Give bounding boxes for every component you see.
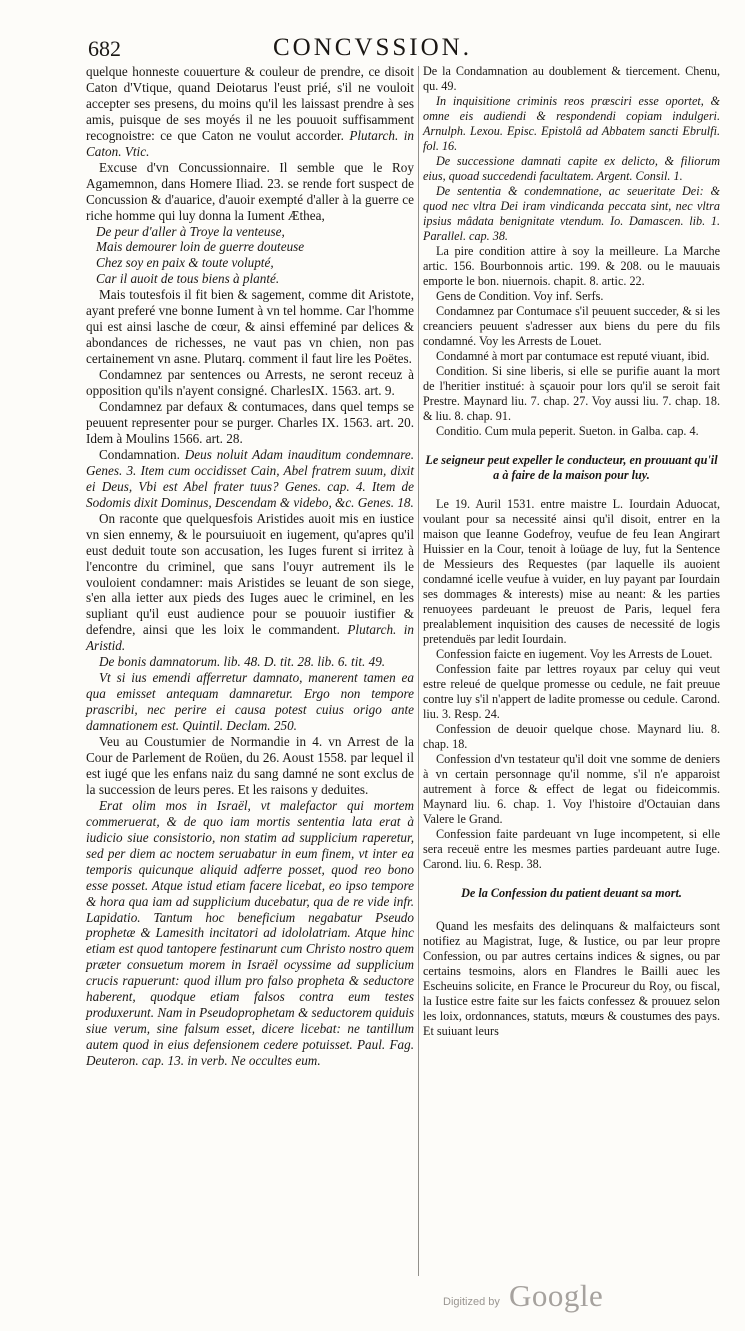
entry-term: Condamnation. — [99, 446, 185, 462]
paragraph-text: quelque honneste couuerture & couleur de prendre, ce disoit Caton d'Vtique, quand Deiotarus l'eust prié, s'il ne vouloit accepter ses presens, du moins qu'il les laissast prendre à ses amis, puisque de ses moyés il ne les pouuoit suffisamment recognoistre: ce que Caton ne voulut accorder. — [86, 64, 414, 143]
section-heading: Le seigneur peut expeller le conducteur, en prouuant qu'il a à faire de la maison pour luy. — [425, 453, 718, 482]
verse-line: Mais demourer loin de guerre douteuse — [96, 239, 305, 255]
paragraph — [86, 64, 414, 160]
paragraph: In inquisitione criminis reos præsciri esse oportet, & omne eis audiendi & respondendi copiam indulgeri. Arnulph. Lexou. Episc. Epistolâ ad Abbatem sancti Ebrulfi. fol. 16. — [423, 94, 720, 153]
section-heading: De la Confession du patient deuant sa mort. — [461, 886, 682, 900]
page-number: 682 — [88, 36, 121, 61]
paragraph: De bonis damnatorum. lib. 48. D. tit. 28. lib. 6. tit. 49. — [99, 654, 386, 670]
running-head: CONCVSSION. — [272, 34, 472, 61]
paragraph — [86, 511, 414, 655]
paragraph — [86, 447, 414, 511]
paragraph: Condition. Si sine liberis, si elle se purifie auant la mort de l'heritier institué: à sçauoir pour lors qu'il se seroit fait Prestre. Maynard liu. 7. chap. 27. Voy aussi liu. 7. chap. 18. & liu. 8. chap. 91. — [423, 364, 720, 423]
digitized-by-google-watermark — [443, 1277, 603, 1317]
paragraph: Vt si ius emendi afferretur damnato, manerent tamen ea qua emisset antequam damnaretur. Ergo non tempore prascribi, nec perire ei causa potest cuius origo ante damnationem est. Quintil. Declam. 250. — [86, 670, 414, 734]
paragraph: Erat olim mos in Israël, vt malefactor qui mortem commeruerat, & de quo iam mortis sententia lata erat à iudicio siue consistorio, non statim ad supplicium raperetur, sed per diem ac noctem seruabatur in eum finem, vt inter ea temporis quicunque aliquid adferre posset, quod reo bono esse posset. Atque istud etiam facere licebat, eo ipso tempore & hora qua iam ad supplicium ducebatur, qua de re vide infr. Lapidatio. Tantum hoc beneficium negabatur Pseudo prophetæ & Lamesith incitatori ad idololatriam. Atque hinc etiam est quod tantopere festinarunt cum Christo nostro quem præter consuetum morem in Israël ocyssime ad supplicium crucis rapuerunt: quod illum pro falso propheta & seductore haberent, quodque etiam falsos contra eum testes produxerunt. Nam in Pseudoprophetam & seductorem quiduis siue verum, sine falsum esset, dicere licebat: ne tantillum autem quod in eius defensionem cedere potuisset. Paul. Fag. Deuteron. cap. 13. in verb. Ne occultes eum. — [86, 797, 414, 1069]
watermark-prefix: Digitized by — [443, 1296, 500, 1308]
verse-line: De peur d'aller à Troye la venteuse, — [96, 223, 285, 239]
paragraph: Confession d'vn testateur qu'il doit vne somme de deniers à vn certain personnage qu'il nomme, s'il n'e apparoist autrement à force & effect de legat ou fideicommis. Maynard liu. 6. chap. 1. Voy l'histoire d'Octauian dans Valere le Grand. — [423, 752, 720, 826]
paragraph-text: On raconte que quelquesfois Aristides auoit mis en iustice vn sien ennemy, & le poursuiuoit en iugement, qu'apres qu'il eust deduit toute son accusation, les Iuges furent si irritez à l'encontre du criminel, que sans l'ouyr autrement ils le vouloient condamner: mais Aristides se leuant de son siege, s'en alla ietter aux pieds des Iuges auec le criminel, en les supliant qu'il eust audience pour se pouuoir iustifier & defendre, ainsi que les loix le commandent. — [86, 510, 414, 638]
latin-text: Deus noluit Adam inauditum condemnare. Genes. 3. Item cum occidisset Cain, Abel fratrem suum, dixit ei Deus, Vbi est Abel frater tuus? Genes. cap. 4. Item de Sodomis dixit Dominus, Descendam & videbo, &c. Genes. 18. — [86, 446, 414, 510]
paragraph: Confession faite par lettres royaux par celuy qui veut estre releué de quelque promesse ou cedule, ne fait preuue contre luy s'il n'appert de ladite promesse ou cedule. Carond. liu. 3. Resp. 24. — [423, 662, 720, 721]
column-divider — [418, 66, 419, 1276]
paragraph: Condamnez par defaux & contumaces, dans quel temps se peuuent representer pour se purger. Charles IX. 1563. art. 20. Idem à Moulins 1566. art. 28. — [86, 399, 414, 446]
paragraph: De successione damnati capite ex delicto, & filiorum eius, quoad succedendi facultatem. Argent. Consil. 1. — [423, 154, 720, 183]
citation: Plutarch. in Caton. Vtic. — [86, 127, 414, 159]
paragraph: De sententia & condemnatione, ac seueritate Dei: & quod nec vltra Dei iram vindicanda peccata sint, nec vltra ipsius mâdata benignitate vtendum. Io. Damascen. lib. 1. Parallel. cap. 38. — [423, 184, 720, 243]
verse-line: Car il auoit de tous biens à planté. — [96, 271, 280, 287]
paragraph: Condamnez par Contumace s'il peuuent succeder, & si les creanciers peuuent s'adresser aux biens du pere du fils condamné. Voy les Arrests de Louet. — [423, 304, 720, 348]
verse-line: Chez soy en paix & toute volupté, — [96, 255, 274, 271]
paragraph: Excuse d'vn Concussionnaire. Il semble que le Roy Agamemnon, dans Homere Iliad. 23. se rende fort suspect de Concussion & d'auarice, d'auoir exempté d'aller à la guerre ce riche homme qui luy donna la Iument Æthea, — [86, 159, 414, 223]
paragraph: Condamnez par sentences ou Arrests, ne seront receuz à opposition qu'ils n'ayent consigné. CharlesIX. 1563. art. 9. — [86, 367, 414, 399]
right-column — [423, 64, 720, 1039]
paragraph: Veu au Coustumier de Normandie in 4. vn Arrest de la Cour de Parlement de Roüen, du 26. Aoust 1558. par lequel il est iugé que les enfans naiz du sang damné ne sont exclus de la succession de leurs peres. Et les raisons y deduites. — [86, 734, 414, 797]
paragraph: Mais toutesfois il fit bien & sagement, comme dit Aristote, ayant preferé vne bonne Iument à vn tel homme. Car l'homme qui est ainsi lasche de cœur, & ainsi effeminé par delices & abondances de richesses, ne vaut pas vn chien, non pas certainement vn asne. Plutarq. comment il faut lire les Poëtes. — [86, 287, 414, 367]
paragraph: Confession faite pardeuant vn Iuge incompetent, si elle sera receuë entre les mesmes parties pardeuant autre Iuge. Carond. liu. 6. Resp. 38. — [423, 827, 720, 871]
paragraph: La pire condition attire à soy la meilleure. La Marche artic. 156. Bourbonnois artic. 199. & 208. ou le mauuais emporte le bon. niuernois. chapit. 8. artic. 22. — [423, 244, 720, 288]
paragraph: Conditio. Cum mula peperit. Sueton. in Galba. cap. 4. — [436, 424, 699, 438]
left-column — [86, 64, 414, 1069]
citation: Plutarch. in Aristid. — [86, 622, 415, 654]
google-logo: Google — [509, 1278, 604, 1313]
paragraph: De la Condamnation au doublement & tiercement. Chenu, qu. 49. — [423, 64, 720, 93]
paragraph: Confession de deuoir quelque chose. Maynard liu. 8. chap. 18. — [423, 722, 720, 751]
paragraph: Le 19. Auril 1531. entre maistre L. Iourdain Aduocat, voulant pour sa necessité ainsi qu'il disoit, entrer en la maison que Ieanne Godefroy, veufue de feu Iean Angirart Huissier en la Cour, tenoit à loüage de luy, fut la Sentence de Messieurs des Requestes (par laquelle ils auoient condamné icelle veufue à vuider, en luy payant par Iourdain ses dommages & interests) mise au neant: & les parties renuoyees pardeuant le preuost de Paris, lequel fera prealablement inquisition des causes de necessité de logis pretenduës par ledit Iourdain. — [423, 497, 720, 646]
verse-quote — [96, 224, 414, 288]
paragraph: Quand les mesfaits des delinquans & malfaicteurs sont notifiez au Magistrat, Iuge, & Iustice, ou par leur propre Confession, ou par autres certains indices & signes, ou par certains tesmoins, alors en Flandres le Bailli auec les Escheuins solicite, en France le Procureur du Roy, ou fiscal, la Iustice estre faite sur les faicts confessez & prouuez selon les loix, ordonnances, statuts, mœurs & coustumes des pays. Et suiuant leurs — [423, 919, 720, 1038]
paragraph: Condamné à mort par contumace est reputé viuant, ibid. — [436, 349, 710, 363]
paragraph: Gens de Condition. Voy inf. Serfs. — [436, 289, 604, 303]
paragraph: Confession faicte en iugement. Voy les Arrests de Louet. — [436, 647, 713, 661]
